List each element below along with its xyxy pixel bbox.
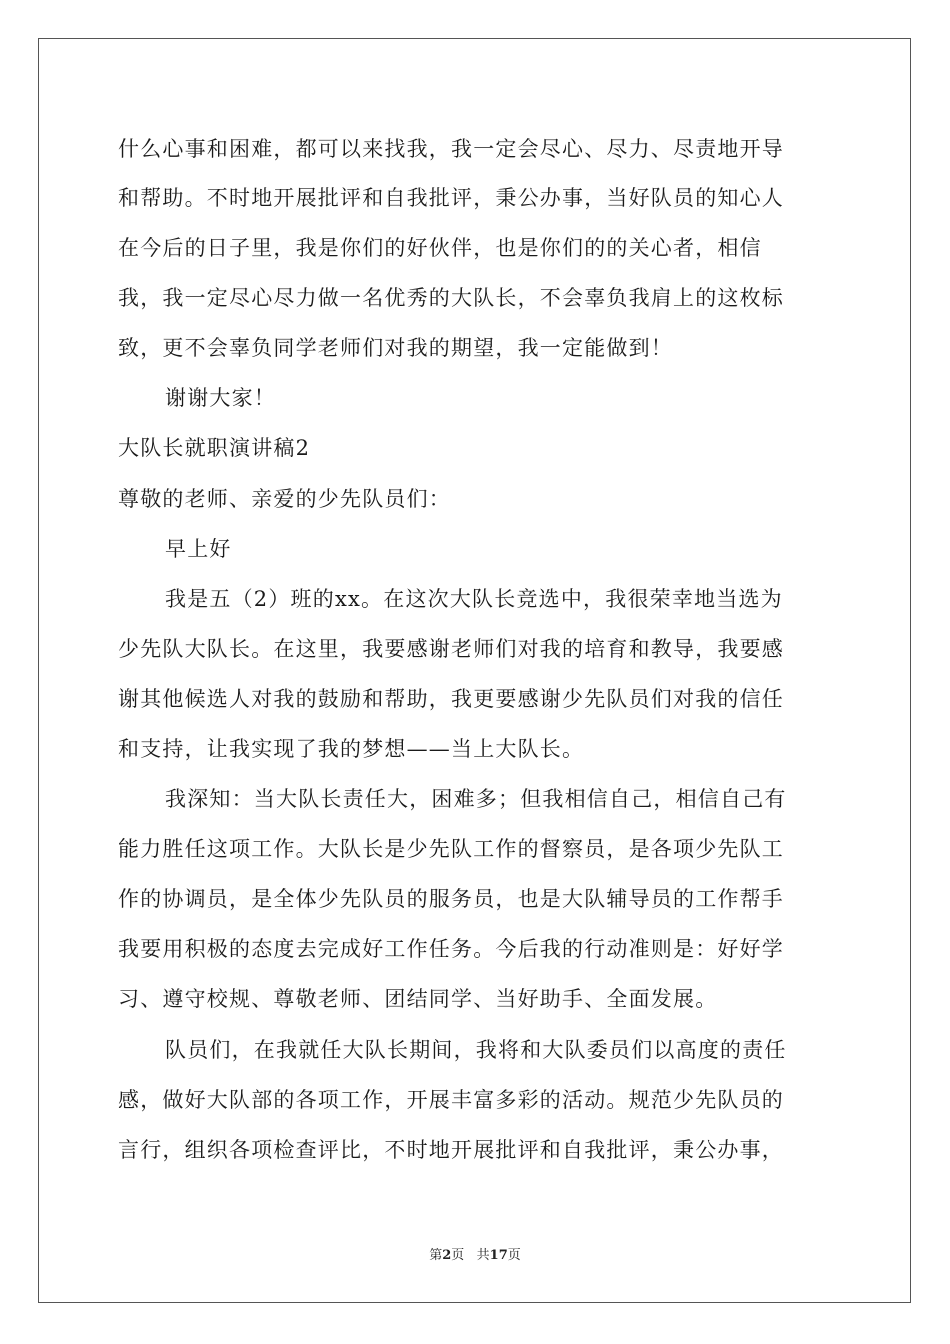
section-heading: 大队长就职演讲稿2 (118, 436, 311, 460)
page-footer (0, 1247, 950, 1265)
footer-middle: 页 共 (451, 1248, 490, 1263)
text-line: 我是五（2）班的xx。在这次大队长竞选中，我很荣幸地当选为 (165, 587, 783, 611)
text-line: 队员们，在我就任大队长期间，我将和大队委员们以高度的责任 (165, 1038, 787, 1062)
text-line: 和帮助。不时地开展批评和自我批评，秉公办事，当好队员的知心人 (118, 186, 784, 210)
text-line: 感，做好大队部的各项工作，开展丰富多彩的活动。规范少先队员的 (118, 1088, 784, 1112)
current-page-number: 2 (442, 1248, 452, 1263)
text-line: 谢谢大家！ (165, 386, 276, 410)
footer-prefix: 第 (429, 1248, 443, 1263)
text-line: 习、遵守校规、尊敬老师、团结同学、当好助手、全面发展。 (118, 987, 718, 1011)
text-line: 在今后的日子里，我是你们的好伙伴，也是你们的的关心者，相信 (118, 236, 762, 260)
text-line: 早上好 (165, 537, 232, 561)
text-line: 言行，组织各项检查评比，不时地开展批评和自我批评，秉公办事， (118, 1138, 784, 1162)
text-line: 和支持，让我实现了我的梦想——当上大队长。 (118, 737, 585, 761)
text-line: 少先队大队长。在这里，我要感谢老师们对我的培育和教导，我要感 (118, 637, 784, 661)
salutation: 尊敬的老师、亲爱的少先队员们： (118, 487, 451, 511)
footer-suffix: 页 (507, 1248, 521, 1263)
total-page-count: 17 (489, 1248, 508, 1263)
text-line: 谢其他候选人对我的鼓励和帮助，我更要感谢少先队员们对我的信任 (118, 687, 784, 711)
text-line: 我深知：当大队长责任大，困难多；但我相信自己，相信自己有 (165, 787, 787, 811)
text-line: 什么心事和困难，都可以来找我，我一定会尽心、尽力、尽责地开导 (118, 137, 784, 161)
text-line: 能力胜任这项工作。大队长是少先队工作的督察员，是各项少先队工 (118, 837, 784, 861)
text-line: 我，我一定尽心尽力做一名优秀的大队长，不会辜负我肩上的这枚标 (118, 286, 784, 310)
text-line: 我要用积极的态度去完成好工作任务。今后我的行动准则是：好好学 (118, 937, 784, 961)
text-line: 作的协调员，是全体少先队员的服务员，也是大队辅导员的工作帮手 (118, 887, 784, 911)
text-line: 致，更不会辜负同学老师们对我的期望，我一定能做到！ (118, 336, 673, 360)
